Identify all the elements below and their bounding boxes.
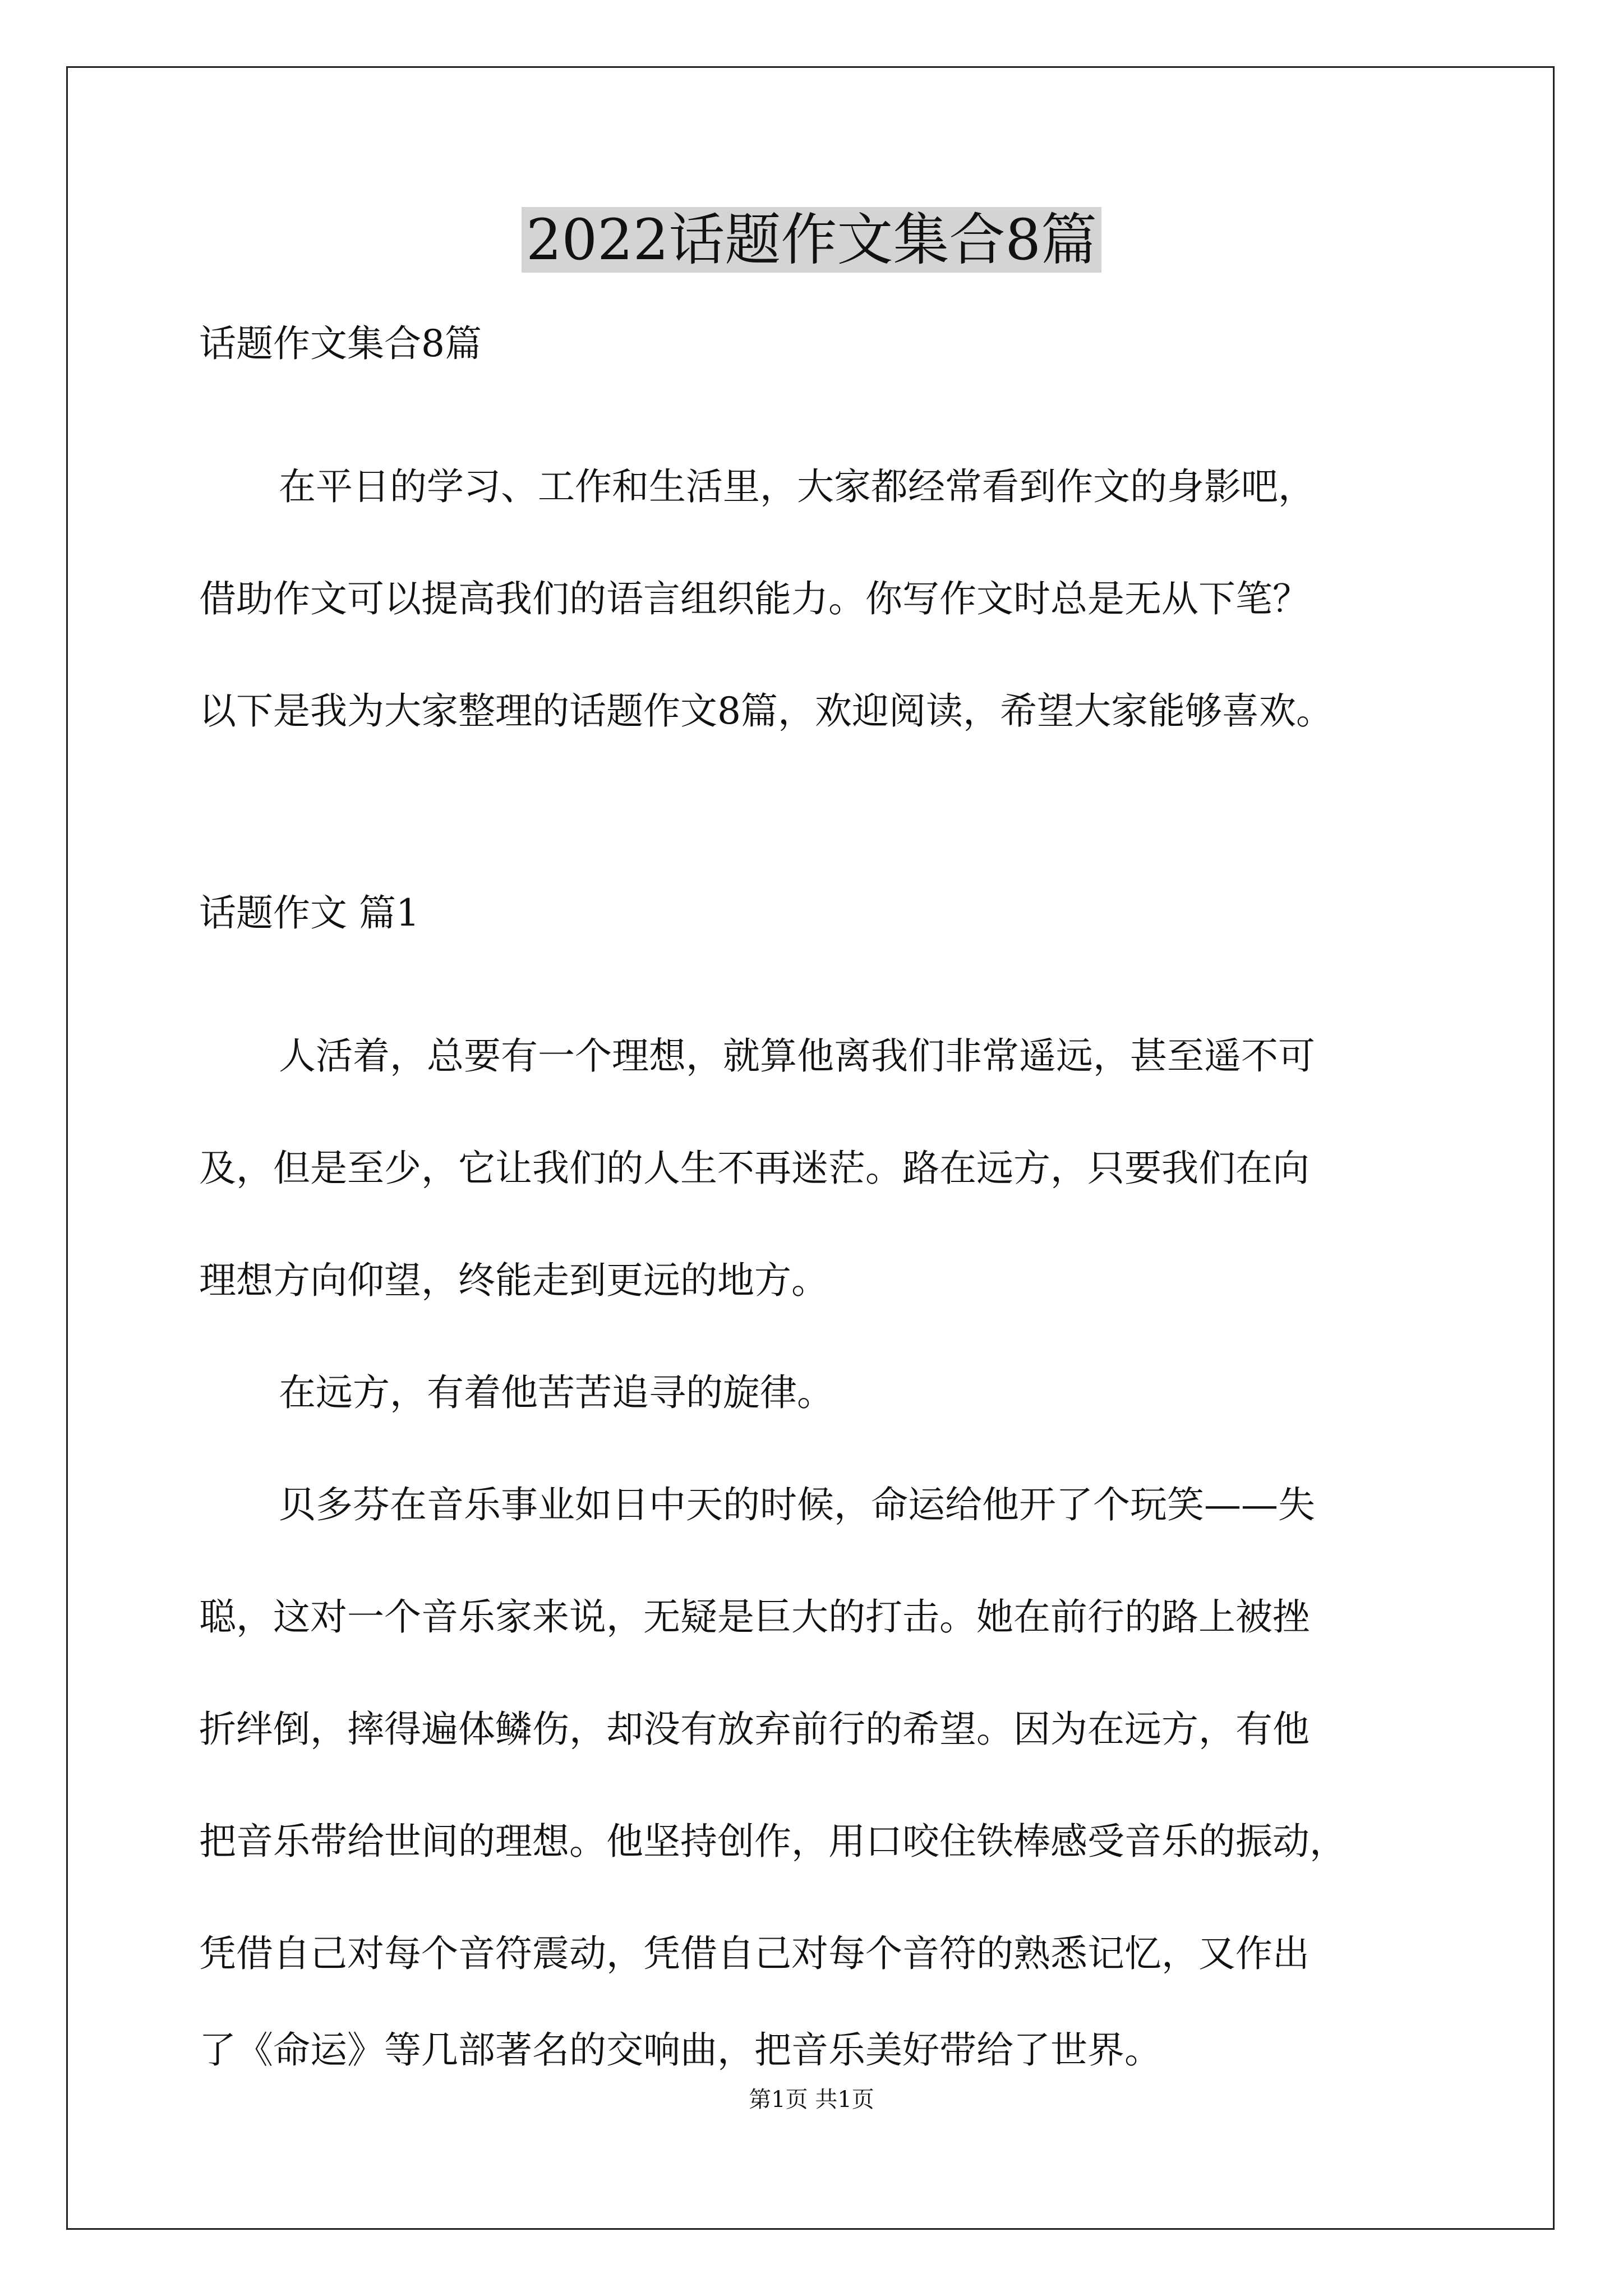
subtitle: 话题作文集合8篇 (199, 322, 482, 365)
body-line-2: 及，但是至少，它让我们的人生不再迷茫。路在远方，只要我们在向 (199, 1147, 1310, 1190)
document-title-text: 2022话题作文集合8篇 (522, 207, 1101, 273)
body-line-8: 把音乐带给世间的理想。他坚持创作，用口咬住铁棒感受音乐的振动， (199, 1820, 1347, 1863)
body-line-10: 了《命运》等几部著名的交响曲，把音乐美好带给了世界。 (199, 2028, 1161, 2072)
body-line-1: 人活着，总要有一个理想，就算他离我们非常遥远，甚至遥不可 (279, 1034, 1315, 1078)
body-line-4: 在远方，有着他苦苦追寻的旋律。 (279, 1371, 834, 1414)
body-line-9: 凭借自己对每个音符震动，凭借自己对每个音符的熟悉记忆，又作出 (199, 1932, 1310, 1975)
body-line-5: 贝多芬在音乐事业如日中天的时候，命运给他开了个玩笑——失 (279, 1483, 1315, 1526)
intro-line-1: 在平日的学习、工作和生活里，大家都经常看到作文的身影吧， (279, 465, 1315, 508)
body-line-3: 理想方向仰望，终能走到更远的地方。 (199, 1259, 828, 1302)
body-line-6: 聪，这对一个音乐家来说，无疑是巨大的打击。她在前行的路上被挫 (199, 1595, 1310, 1639)
page-footer: 第1页 共1页 (749, 2087, 874, 2113)
body-line-7: 折绊倒，摔得遍体鳞伤，却没有放弃前行的希望。因为在远方，有他 (199, 1708, 1310, 1751)
intro-line-3: 以下是我为大家整理的话题作文8篇，欢迎阅读，希望大家能够喜欢。 (199, 689, 1333, 733)
document-title (0, 201, 1623, 279)
intro-line-2: 借助作文可以提高我们的语言组织能力。你写作文时总是无从下笔？ (199, 577, 1310, 620)
section-heading: 话题作文 篇1 (199, 891, 419, 935)
